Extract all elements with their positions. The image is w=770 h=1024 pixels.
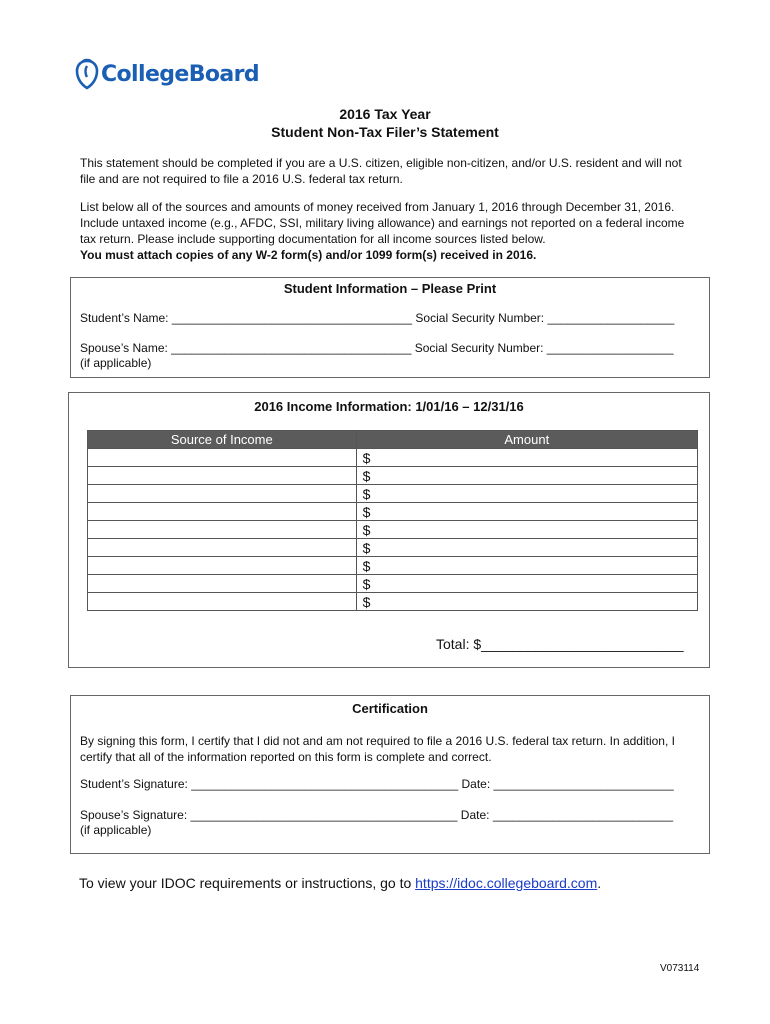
- income-source-cell[interactable]: [88, 503, 357, 521]
- income-source-cell[interactable]: [88, 539, 357, 557]
- version-code: V073114: [660, 963, 700, 974]
- idoc-instructions-text: To view your IDOC requirements or instructions, go to: [79, 875, 416, 891]
- table-row: [88, 485, 698, 503]
- income-amount-cell[interactable]: $: [356, 467, 697, 485]
- certification-section: [70, 695, 710, 854]
- acorn-icon: [74, 58, 100, 90]
- table-row: [88, 467, 698, 485]
- table-row: [88, 575, 698, 593]
- table-row: [88, 539, 698, 557]
- spouse-applicable-note: (if applicable): [80, 356, 152, 370]
- table-row: [88, 593, 698, 611]
- student-name-field[interactable]: Student’s Name: ____________________________________ Social Security Number: ___________________: [80, 311, 675, 325]
- form-title: Student Non-Tax Filer’s Statement: [271, 124, 499, 140]
- certification-text: By signing this form, I certify that I did not and am not required to file a 2016 U.S. federal tax return. In addition, I certify that all of the information reported on this form is complete and correct.: [80, 734, 675, 764]
- income-table-header: [88, 431, 698, 449]
- student-signature-field[interactable]: Student’s Signature: ________________________________________ Date: ___________________________: [80, 777, 674, 791]
- spouse-applicable-note: (if applicable): [80, 823, 152, 837]
- student-info-section: [70, 277, 710, 378]
- income-amount-cell[interactable]: $: [356, 539, 697, 557]
- table-row: [88, 449, 698, 467]
- table-row: [88, 557, 698, 575]
- intro-paragraph-1: This statement should be completed if you are a U.S. citizen, eligible non-citizen, and/or U.S. resident and will not file and are not required to file a 2016 U.S. federal tax return.: [80, 156, 682, 186]
- income-source-cell[interactable]: [88, 449, 357, 467]
- idoc-link[interactable]: https://idoc.collegeboard.com: [415, 875, 598, 891]
- income-title: 2016 Income Information: 1/01/16 – 12/31/16: [254, 399, 524, 414]
- table-row: [88, 503, 698, 521]
- certification-title: Certification: [352, 701, 428, 716]
- income-source-cell[interactable]: [88, 521, 357, 539]
- income-amount-cell[interactable]: $: [356, 521, 697, 539]
- income-source-cell[interactable]: [88, 557, 357, 575]
- intro-paragraph-2-text: List below all of the sources and amounts of money received from January 1, 2016 through December 31, 2016. Include untaxed income (e.g., AFDC, SSI, military living allowance) and earnings not reported on a federal income tax return. Please include supporting documentation for all income sources listed below.: [80, 200, 685, 246]
- income-source-cell[interactable]: [88, 485, 357, 503]
- year-title: 2016 Tax Year: [339, 106, 431, 122]
- collegeboard-logo: [74, 58, 259, 90]
- income-amount-cell[interactable]: $: [356, 557, 697, 575]
- spouse-signature-field[interactable]: Spouse’s Signature: ________________________________________ Date: ___________________________: [80, 808, 674, 822]
- income-amount-cell[interactable]: $: [356, 449, 697, 467]
- logo-text: CollegeBoard: [101, 61, 260, 87]
- idoc-instructions: [79, 875, 601, 891]
- table-row: [88, 521, 698, 539]
- attach-notice: You must attach copies of any W-2 form(s) and/or 1099 form(s) received in 2016.: [80, 248, 537, 262]
- source-of-income-header: Source of Income: [88, 431, 357, 449]
- income-table: [87, 430, 698, 611]
- income-source-cell[interactable]: [88, 593, 357, 611]
- income-amount-cell[interactable]: $: [356, 485, 697, 503]
- idoc-instructions-end: .: [597, 875, 602, 891]
- spouse-name-field[interactable]: Spouse’s Name: ____________________________________ Social Security Number: ___________________: [80, 341, 674, 355]
- income-total-field[interactable]: Total: $__________________________: [436, 636, 684, 652]
- income-amount-cell[interactable]: $: [356, 593, 697, 611]
- intro-paragraph-2: [80, 199, 700, 263]
- amount-header: Amount: [356, 431, 697, 449]
- income-source-cell[interactable]: [88, 575, 357, 593]
- income-amount-cell[interactable]: $: [356, 575, 697, 593]
- student-info-title: Student Information – Please Print: [283, 281, 497, 296]
- income-source-cell[interactable]: [88, 467, 357, 485]
- income-amount-cell[interactable]: $: [356, 503, 697, 521]
